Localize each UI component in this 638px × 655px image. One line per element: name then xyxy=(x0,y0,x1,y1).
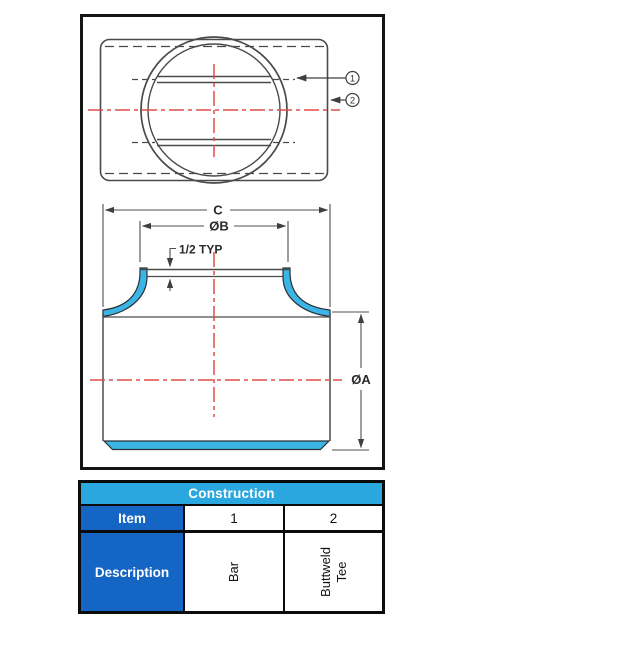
drawing-frame xyxy=(82,16,384,469)
item-2-cell: 2 xyxy=(285,506,382,530)
description-row xyxy=(81,533,382,611)
item-1-cell: 1 xyxy=(185,506,285,530)
construction-table-title: Construction xyxy=(81,483,382,506)
construction-table xyxy=(78,480,385,614)
dim-lip-label: 1/2 TYP xyxy=(179,242,223,257)
description-2-text: Buttweld Tee xyxy=(317,547,349,597)
balloon-1-label: 1 xyxy=(349,73,356,85)
description-1-cell xyxy=(185,533,285,611)
description-2-cell xyxy=(285,533,382,611)
dim-a-label: ØA xyxy=(351,372,371,387)
dim-b-label: ØB xyxy=(209,218,229,234)
balloon-2-label: 2 xyxy=(349,95,356,107)
description-1-text: Bar xyxy=(225,561,241,583)
item-row xyxy=(81,506,382,533)
dim-c-label: C xyxy=(213,202,223,218)
description-row-header: Description xyxy=(81,533,185,611)
weld-highlight-bottom xyxy=(104,441,329,450)
item-row-header: Item xyxy=(81,506,185,530)
